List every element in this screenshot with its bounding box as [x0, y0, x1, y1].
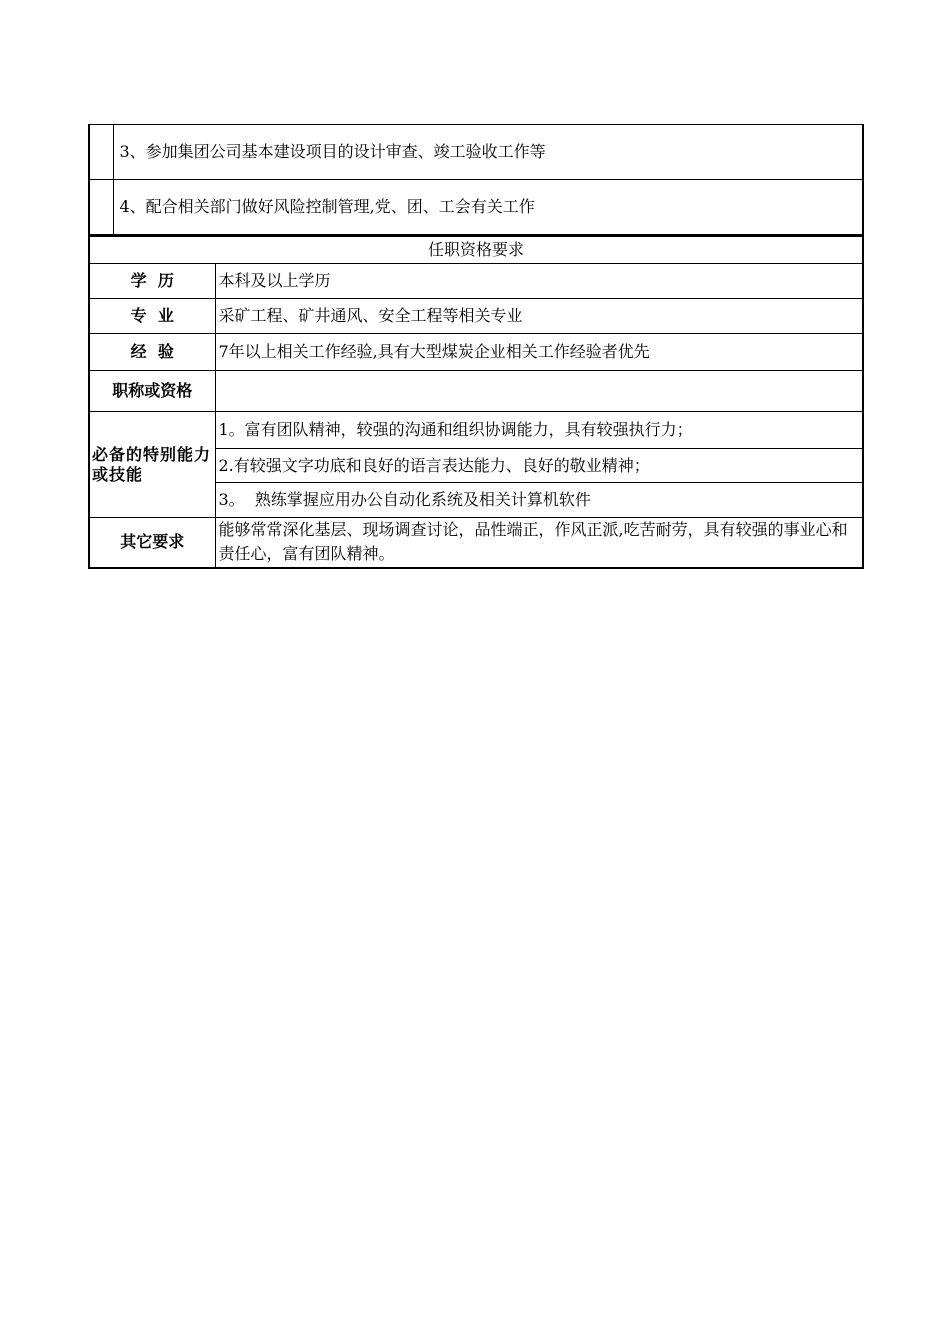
major-value: 采矿工程、矿井通风、安全工程等相关专业 — [215, 299, 863, 334]
other-requirements-label: 其它要求 — [89, 518, 215, 568]
other-requirements-row — [89, 518, 863, 568]
job-description-sheet — [88, 124, 862, 569]
section-header-row — [89, 236, 863, 264]
experience-label — [89, 334, 215, 371]
title-certificate-value — [215, 371, 863, 412]
education-value: 本科及以上学历 — [215, 264, 863, 299]
experience-value: 7年以上相关工作经验,具有大型煤炭企业相关工作经验者优先 — [215, 334, 863, 371]
education-row — [89, 264, 863, 299]
special-skill-item: 3。 熟练掌握应用办公自动化系统及相关计算机软件 — [215, 483, 863, 518]
other-requirements-value: 能够常常深化基层、现场调查讨论，品性端正，作风正派,吃苦耐劳，具有较强的事业心和责任心，富有团队精神。 — [215, 518, 863, 568]
major-row — [89, 299, 863, 334]
duty-indent-cell — [89, 180, 113, 235]
duty-item: 4、配合相关部门做好风险控制管理,党、团、工会有关工作 — [113, 180, 863, 235]
major-label — [89, 299, 215, 334]
special-skills-row — [89, 412, 863, 449]
duty-row — [89, 180, 863, 235]
title-certificate-row — [89, 371, 863, 412]
special-skills-label: 必备的特别能力或技能 — [89, 412, 215, 518]
duty-item: 3、参加集团公司基本建设项目的设计审查、竣工验收工作等 — [113, 125, 863, 180]
qualifications-table — [88, 235, 864, 569]
experience-label-text: 经 验 — [130, 342, 174, 361]
education-label — [89, 264, 215, 299]
special-skill-item: 1。富有团队精神，较强的沟通和组织协调能力，具有较强执行力； — [215, 412, 863, 449]
section-title: 任职资格要求 — [89, 236, 863, 264]
education-label-text: 学 历 — [130, 271, 174, 290]
experience-row — [89, 334, 863, 371]
title-certificate-label: 职称或资格 — [89, 371, 215, 412]
duties-table — [88, 124, 864, 235]
major-label-text: 专 业 — [130, 306, 174, 325]
special-skill-item: 2.有较强文字功底和良好的语言表达能力、良好的敬业精神； — [215, 449, 863, 483]
duty-indent-cell — [89, 125, 113, 180]
duty-row — [89, 125, 863, 180]
